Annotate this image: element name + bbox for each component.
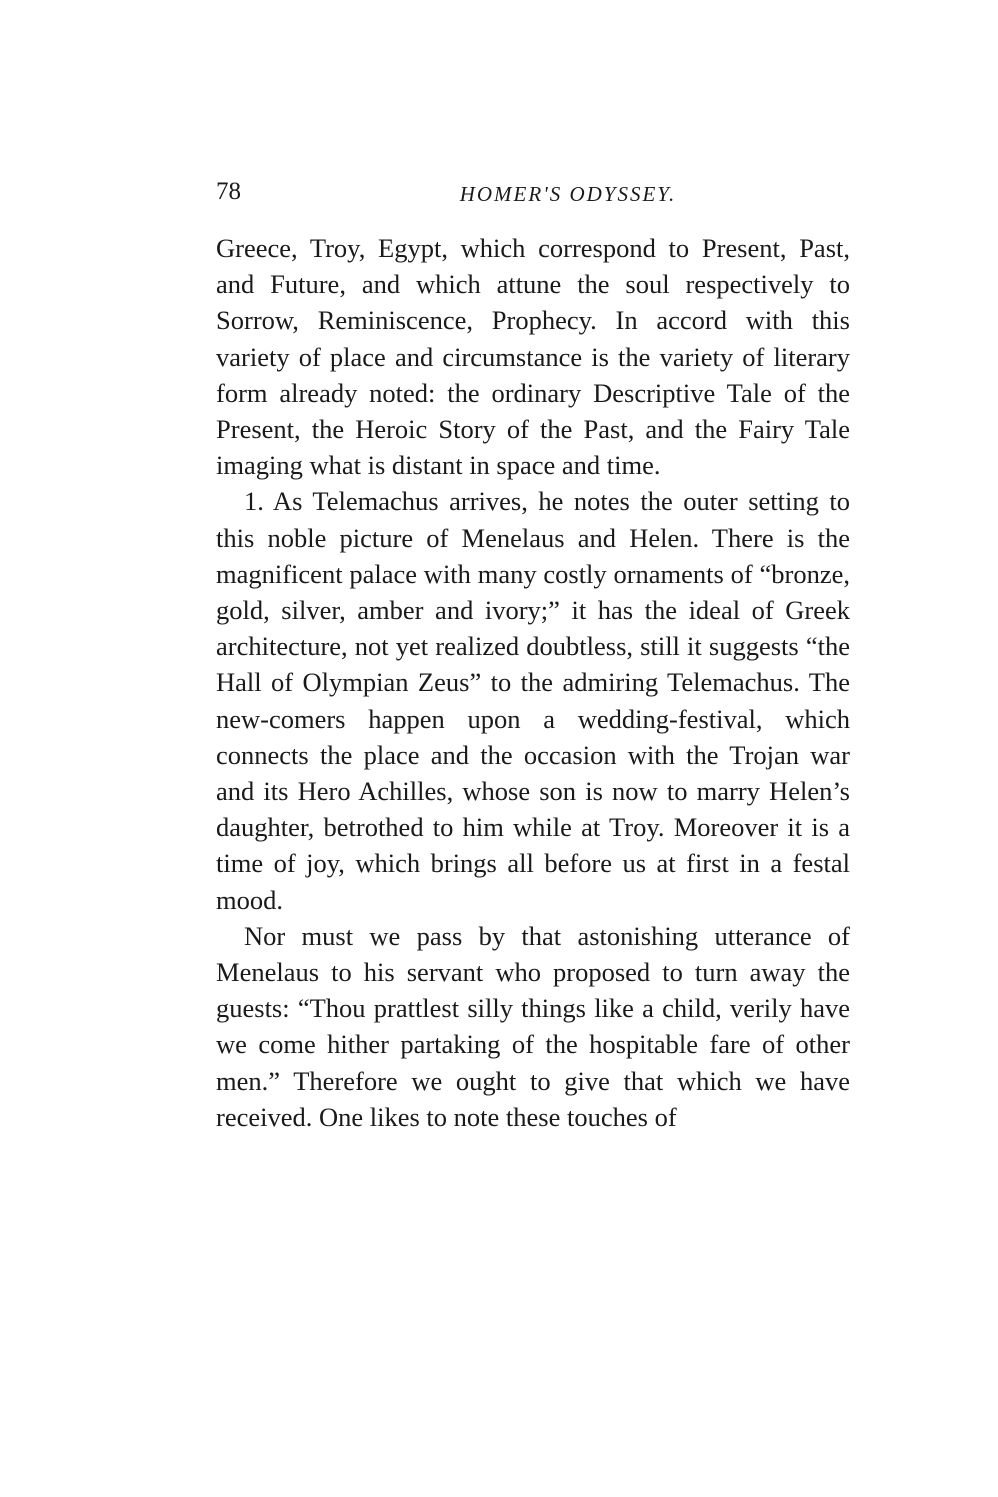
paragraph-3: Nor must we pass by that astonishing utterance of Menelaus to his servant who proposed to turn away the guests: “Thou prattlest silly things like a child, verily have we come hither partaking of the hospitable fare of other men.” Therefore we ought to give that which we have received. One likes to note these touches of [216, 920, 850, 1132]
page-number: 78 [216, 178, 241, 205]
paragraph-2: 1. As Telemachus arrives, he notes the outer setting to this noble picture of Menelaus and Helen. There is the magnificent palace with many costly ornaments of “bronze, gold, silver, amber and ivory;” it has the ideal of Greek architecture, not yet realized doubtless, still it suggests “the Hall of Olympian Zeus” to the admiring Telemachus. The new-comers happen upon a wedding-festival, which connects the place and the occasion with the Trojan war and its Hero Achilles, whose son is now to marry Helen’s daughter, betrothed to him while at Troy. Moreover it is a time of joy, which brings all before us at first in a festal mood. [216, 486, 850, 915]
page-header [216, 172, 850, 212]
paragraph-1: Greece, Troy, Egypt, which correspond to Present, Past, and Future, and which attune the soul respectively to Sorrow, Reminiscence, Prophecy. In accord with this variety of place and circumstance is the variety of literary form already noted: the ordinary Descriptive Tale of the Present, the Heroic Story of the Past, and the Fairy Tale imaging what is distant in space and time. [216, 233, 850, 481]
book-page [216, 172, 850, 1135]
running-title: HOMER'S ODYSSEY. [459, 182, 677, 206]
